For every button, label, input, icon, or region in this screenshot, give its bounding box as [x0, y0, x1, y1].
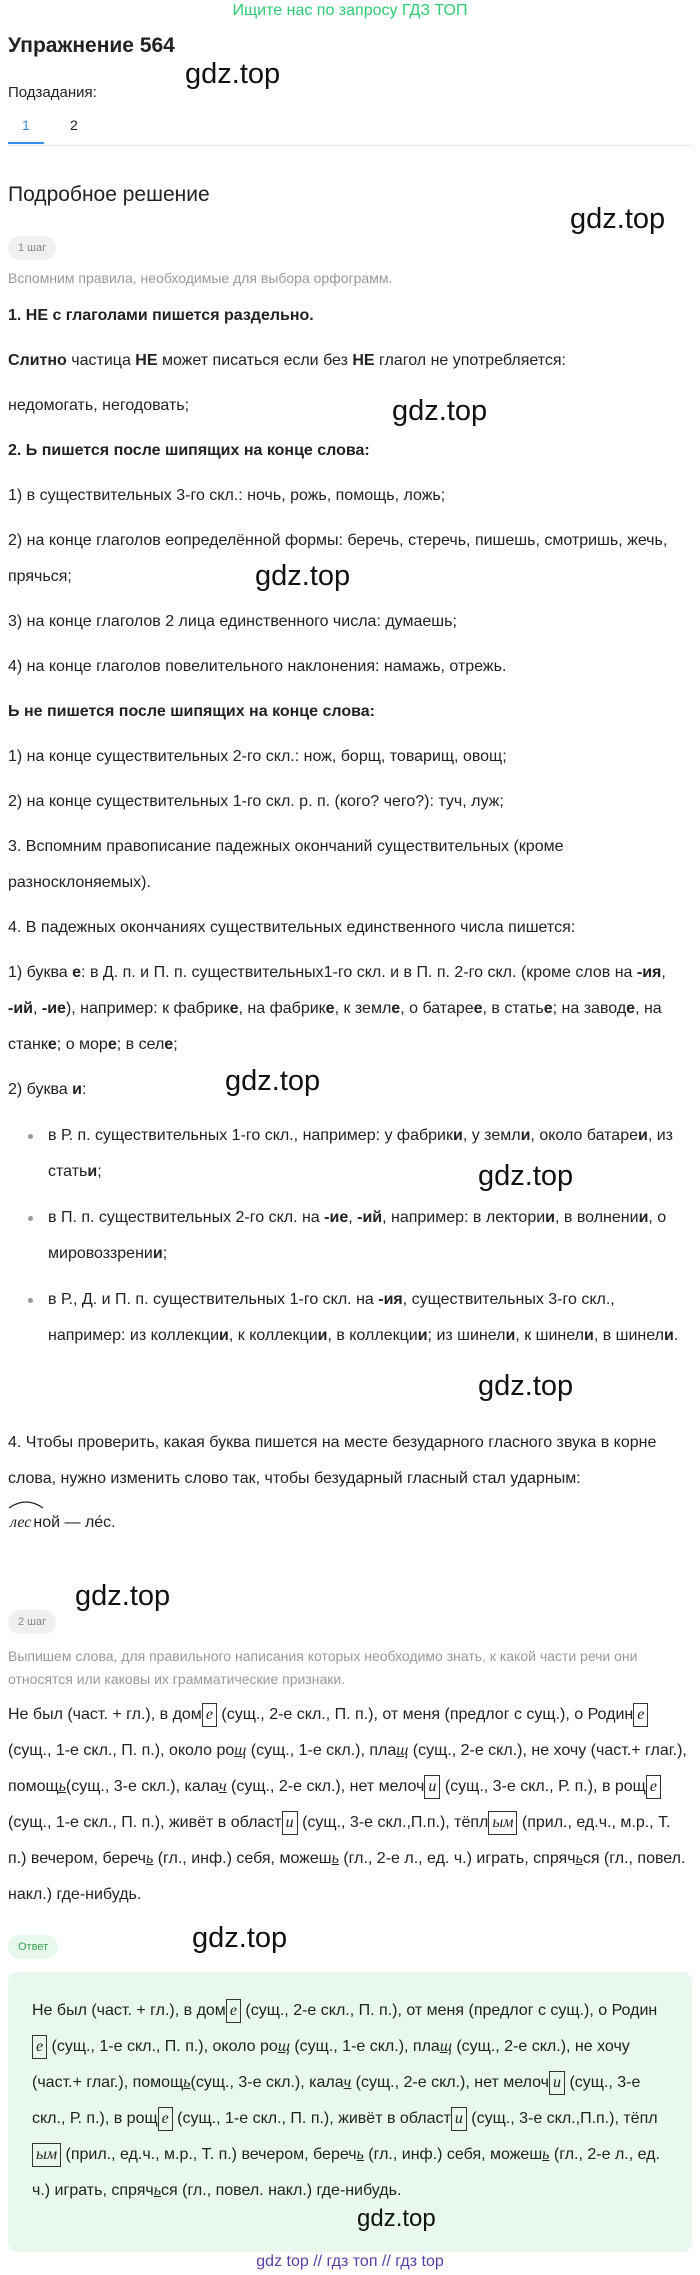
rule-ne: 1. НЕ с глаголами пишется раздельно. — [8, 307, 314, 324]
watermark: gdz.top — [357, 2205, 436, 2232]
rule-soft-4: 4) на конце глаголов повелительного наклонения: намажь, отрежь. — [8, 658, 507, 675]
watermark: gdz.top — [225, 1065, 321, 1097]
step-badge-2: 2 шаг — [8, 1610, 56, 1634]
rule-soft-2: 2) на конце глаголов еопределённой формы: беречь, стеречь, пишешь, смотришь, жечь, прячься; — [8, 532, 668, 585]
step-badge-1: 1 шаг — [8, 236, 56, 260]
rule-check-vowel: 4. Чтобы проверить, какая буква пишется на месте безударного гласного звука в корне слова, нужно изменить слово так, чтобы безударный гласный стал ударным: — [8, 1434, 657, 1487]
active-tab-indicator — [8, 142, 44, 144]
watermark: gdz.top — [75, 1580, 171, 1612]
solution-title: Подробное решение — [8, 183, 210, 206]
rule-no-soft: Ь не пишется после шипящих на конце слова: — [8, 703, 375, 720]
subtasks-label: Подзадания: — [8, 84, 97, 101]
list-item: в П. п. существительных 2-го скл. на -ие, -ий, например: в лектории, в волнении, о мировоззрении; — [28, 1200, 684, 1272]
watermark: gdz.top — [255, 560, 351, 592]
step-2-intro: Выпишем слова, для правильного написания которых необходимо знать, к какой части речи они относятся или каковы их грамматические признаки. — [8, 1648, 638, 1687]
answer-badge: Ответ — [8, 1935, 58, 1959]
rule-no-soft-2: 2) на конце существительных 1-го скл. р. п. (кого? чего?): туч, луж; — [8, 793, 504, 810]
rules-block-1 — [8, 298, 692, 1108]
rules-block-2 — [8, 1425, 692, 1541]
rule-letter-i: 2) буква и: — [8, 1081, 87, 1098]
rule-check-example: лес ной — ле́с. — [8, 1505, 692, 1541]
answer-text: Не был (част. + гл.), в дом е (сущ., 2-е скл., П. п.), от меня (предлог с сущ.), о Родине (сущ., 1-е скл., П. п.), около рощ (сущ., 1-е скл.), плащ (сущ., 2-е скл.), не хочу (част.+ глаг.), помощь(сущ., 3-е скл.), калач (сущ., 2-е скл.), нет мелоч и (сущ., 3-е скл., Р. п.), в рощ е (сущ., 1-е скл., П. п.), живёт в област и (сущ., 3-е скл.,П.п.), тёплым (прил., ед.ч., м.р., Т. п.) вечером, беречь (гл., инф.) себя, можешь (гл., 2-е л., ед. ч.) играть, спрячься (гл., повел. накл.) где-нибудь. — [32, 1993, 672, 2209]
letter-i-list — [28, 1118, 684, 1364]
watermark: gdz.top — [570, 203, 666, 235]
rule-ne-together: Слитно частица НЕ может писаться если без НЕ глагол не употребляется: — [8, 352, 566, 369]
tab-1[interactable]: 1 — [22, 117, 30, 133]
root-mark-icon: лес — [8, 1505, 33, 1541]
rule-endings: 3. Вспомним правописание падежных окончаний существительных (кроме разносклоняемых). — [8, 838, 564, 891]
rule-no-soft-1: 1) на конце существительных 2-го скл.: нож, борщ, товарищ, овощ; — [8, 748, 507, 765]
page-title: Упражнение 564 — [8, 34, 175, 57]
rule-soft-3: 3) на конце глаголов 2 лица единственного числа: думаешь; — [8, 613, 457, 630]
rule-endings-sing: 4. В падежных окончаниях существительных единственного числа пишется: — [8, 919, 576, 936]
watermark: gdz.top — [185, 58, 281, 90]
solution-text: Не был (част. + гл.), в дом е (сущ., 2-е скл., П. п.), от меня (предлог с сущ.), о Родин е (сущ., 1-е скл., П. п.), около рощ (сущ., 1-е скл.), плащ (сущ., 2-е скл.), не хочу (част.+ глаг.), помощь(сущ., 3-е скл.), калач (сущ., 2-е скл.), нет мелоч и (сущ., 3-е скл., Р. п.), в рощ е (сущ., 1-е скл., П. п.), живёт в област и (сущ., 3-е скл.,П.п.), тёпл ым (прил., ед.ч., м.р., Т. п.) вечером, беречь (гл., инф.) себя, можешь (гл., 2-е л., ед. ч.) играть, спрячься (гл., повел. накл.) где-нибудь. — [8, 1697, 692, 1913]
watermark: gdz.top — [392, 395, 488, 427]
watermark: gdz.top — [192, 1922, 288, 1954]
search-banner: Ищите нас по запросу ГДЗ ТОП — [232, 2, 468, 19]
rule-soft-sign: 2. Ь пишется после шипящих на конце слова: — [8, 442, 370, 459]
step-1-intro: Вспомним правила, необходимые для выбора орфограмм. — [8, 270, 393, 286]
tab-2[interactable]: 2 — [70, 117, 78, 133]
rule-letter-e: 1) буква е: в Д. п. и П. п. существительных1-го скл. и в П. п. 2-го скл. (кроме слов на -ия, -ий, -ие), например: к фабрике, на фабрике, к земле, о батарее, в статье; на заводе, на станке; о море; в селе; — [8, 964, 666, 1053]
list-item: в Р., Д. и П. п. существительных 1-го скл. на -ия, существительных 3-го скл., например: из коллекции, к коллекции, в коллекции; из шинели, к шинели, в шинели. — [28, 1282, 684, 1354]
rule-ne-examples: недомогать, негодовать; — [8, 397, 190, 414]
list-item: в Р. п. существительных 1-го скл., например: у фабрики, у земли, около батареи, из статьи; — [28, 1118, 684, 1190]
subtask-tabs — [8, 113, 692, 146]
rule-soft-1: 1) в существительных 3-го скл.: ночь, рожь, помощь, ложь; — [8, 487, 446, 504]
watermark: gdz.top — [478, 1160, 574, 1192]
footer-links[interactable]: gdz top // гдз топ // гдз top — [256, 2253, 444, 2270]
watermark: gdz.top — [478, 1370, 574, 1402]
